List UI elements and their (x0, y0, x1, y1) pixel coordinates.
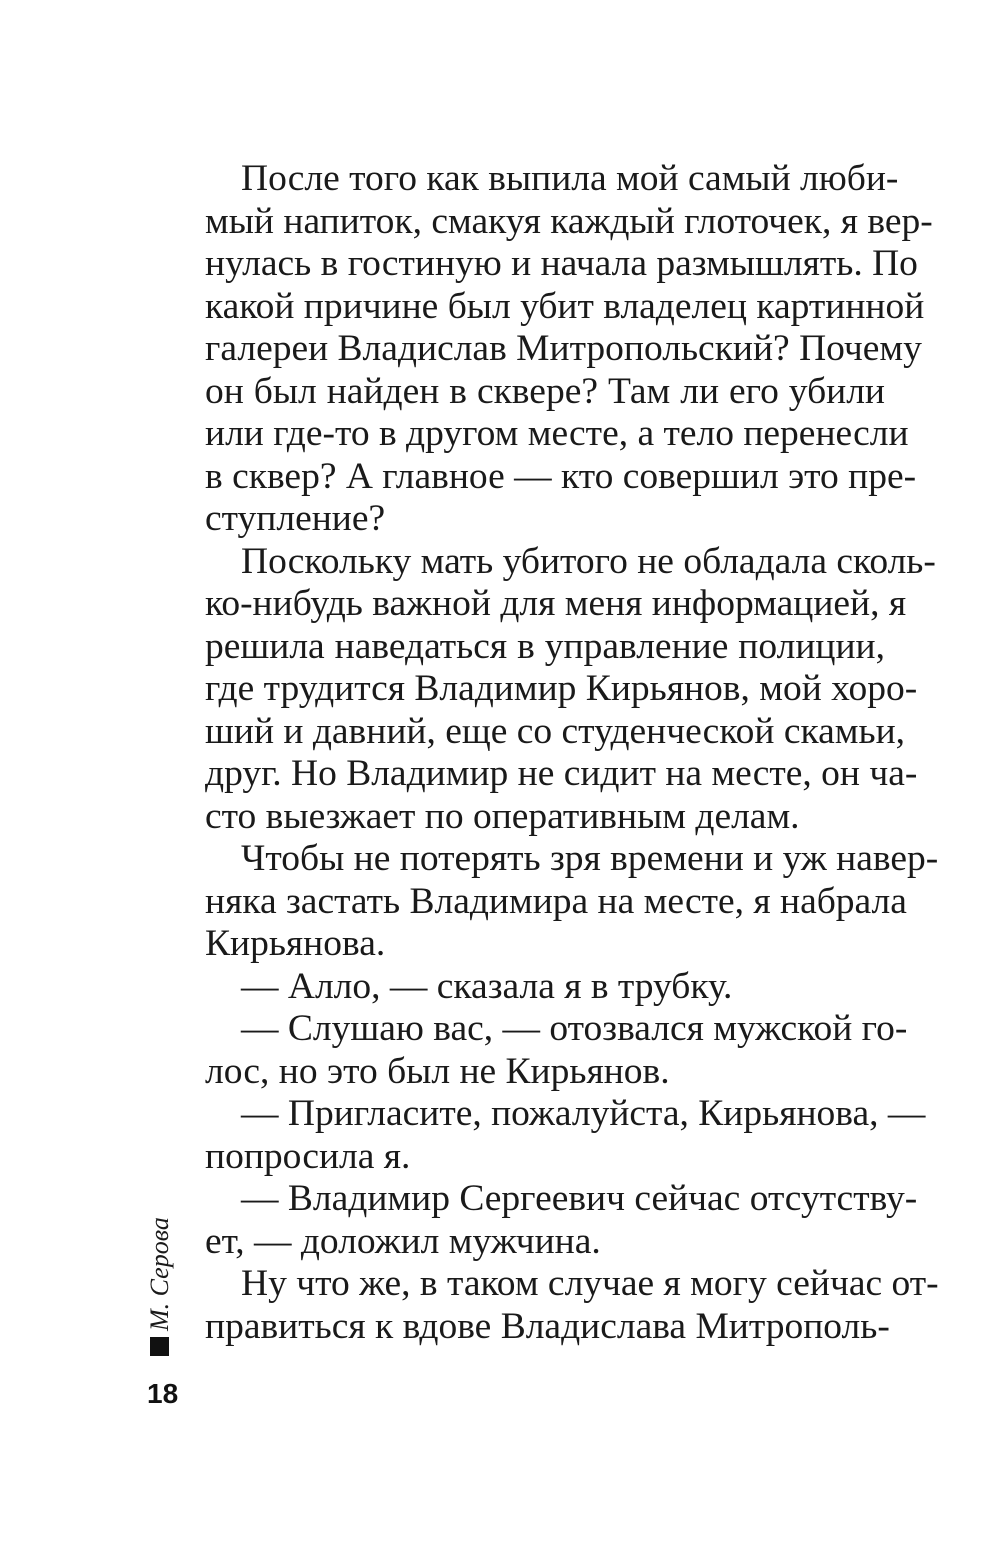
text-line-15: друг. Но Владимир не сидит на месте, он ча- (205, 753, 918, 794)
text-line-22: лос, но это был не Кирьянов. (205, 1050, 670, 1092)
text-line-28: правиться к вдове Владислава Митрополь- (205, 1305, 890, 1347)
text-line-1: После того как выпила мой самый люби- (241, 158, 899, 199)
text-line-14: ший и давний, еще со студенческой скамьи, (205, 710, 906, 752)
text-line-19: Кирьянова. (205, 923, 386, 964)
text-line-16: сто выезжает по оперативным делам. (205, 795, 800, 837)
running-head (145, 1213, 175, 1355)
author-name: М. Серова (145, 1217, 174, 1331)
text-line-25: — Владимир Сергеевич сейчас отсутству- (241, 1178, 918, 1219)
text-line-18: няка застать Владимира на месте, я набрала (205, 880, 907, 922)
text-line-4: какой причине был убит владелец картинной (205, 285, 925, 327)
text-line-7: или где-то в другом месте, а тело перенесли (205, 413, 909, 454)
text-line-5: галереи Владислав Митропольский? Почему (205, 328, 922, 369)
page-number: 18 (147, 1378, 179, 1409)
text-line-9: ступление? (205, 498, 386, 539)
text-line-24: попросила я. (205, 1135, 411, 1177)
text-line-21: — Слушаю вас, — отозвался мужской го- (241, 1008, 908, 1049)
text-line-6: он был найден в сквере? Там ли его убили (205, 370, 885, 412)
text-line-3: нулась в гостиную и начала размышлять. По (205, 243, 918, 284)
text-line-20: — Алло, — сказала я в трубку. (241, 965, 733, 1007)
text-line-23: — Пригласите, пожалуйста, Кирьянова, — (241, 1093, 926, 1134)
body-text (205, 158, 939, 1348)
text-line-10: Поскольку мать убитого не обладала сколь- (241, 540, 936, 582)
text-line-12: решила наведаться в управление полиции, (205, 625, 885, 667)
text-line-27: Ну что же, в таком случае я могу сейчас от- (241, 1263, 939, 1304)
text-line-13: где трудится Владимир Кирьянов, мой хоро- (205, 668, 918, 709)
text-line-11: ко-нибудь важной для меня информацией, я (205, 583, 907, 624)
text-line-26: ет, — доложил мужчина. (205, 1220, 601, 1262)
text-line-2: мый напиток, смакуя каждый глоточек, я вер- (205, 200, 933, 242)
text-line-17: Чтобы не потерять зря времени и уж навер- (241, 838, 939, 879)
text-line-8: в сквер? А главное — кто совершил это пре- (205, 455, 917, 497)
square-marker-icon (150, 1337, 169, 1356)
